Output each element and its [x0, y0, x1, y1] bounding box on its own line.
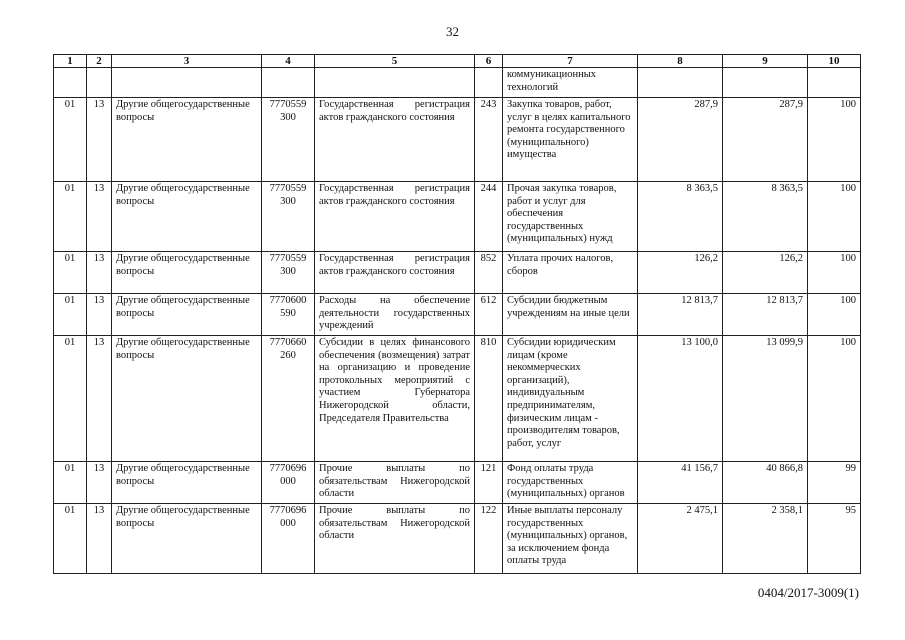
- cell-col8: 8 363,5: [638, 182, 723, 252]
- cell-col9: 40 866,8: [723, 462, 808, 504]
- cell-col2: 13: [87, 504, 112, 574]
- cell-col6: 612: [475, 294, 503, 336]
- cell-col1: 01: [54, 336, 87, 462]
- cell-col6: 121: [475, 462, 503, 504]
- cell-col10: [808, 68, 861, 98]
- cell-col3: [112, 68, 262, 98]
- cell-col8: [638, 68, 723, 98]
- column-header-4: 4: [262, 55, 315, 68]
- column-header-10: 10: [808, 55, 861, 68]
- cell-col3: Другие общегосударственные вопросы: [112, 462, 262, 504]
- table-row: [54, 252, 861, 294]
- cell-col7: Фонд оплаты труда государственных (муниципальных) органов: [503, 462, 638, 504]
- budget-table: [53, 54, 861, 574]
- cell-col6: 244: [475, 182, 503, 252]
- cell-col5: Государственная регистрация актов гражданского состояния: [315, 182, 475, 252]
- table-row: [54, 294, 861, 336]
- cell-col5: Расходы на обеспечение деятельности государственных учреждений: [315, 294, 475, 336]
- table-row: [54, 336, 861, 462]
- cell-col4: 7770696 000: [262, 462, 315, 504]
- cell-col10: 95: [808, 504, 861, 574]
- header-row: [54, 55, 861, 68]
- cell-col3: Другие общегосударственные вопросы: [112, 182, 262, 252]
- cell-col3: Другие общегосударственные вопросы: [112, 98, 262, 182]
- cell-col6: 810: [475, 336, 503, 462]
- cell-col1: 01: [54, 462, 87, 504]
- cell-col6: 243: [475, 98, 503, 182]
- cell-col10: 100: [808, 336, 861, 462]
- cell-col7: коммуникационных технологий: [503, 68, 638, 98]
- table-row: [54, 462, 861, 504]
- cell-col2: 13: [87, 462, 112, 504]
- cell-col8: 12 813,7: [638, 294, 723, 336]
- cell-col5: Субсидии в целях финансового обеспечения (возмещения) затрат на организацию и проведение протокольных мероприятий с участием Губернатора Нижегородской области, Председателя Правительства: [315, 336, 475, 462]
- cell-col2: 13: [87, 336, 112, 462]
- cell-col10: 99: [808, 462, 861, 504]
- table-row: [54, 98, 861, 182]
- cell-col5: Государственная регистрация актов гражданского состояния: [315, 252, 475, 294]
- cell-col1: 01: [54, 504, 87, 574]
- cell-col1: [54, 68, 87, 98]
- cell-col5: Прочие выплаты по обязательствам Нижегородской области: [315, 462, 475, 504]
- column-header-1: 1: [54, 55, 87, 68]
- column-header-6: 6: [475, 55, 503, 68]
- column-header-5: 5: [315, 55, 475, 68]
- cell-col7: Субсидии юридическим лицам (кроме некоммерческих организаций), индивидуальным предпринимателям, физическим лицам - производителям товаров, работ, услуг: [503, 336, 638, 462]
- cell-col4: 7770600 590: [262, 294, 315, 336]
- cell-col1: 01: [54, 182, 87, 252]
- cell-col5: [315, 68, 475, 98]
- cell-col8: 2 475,1: [638, 504, 723, 574]
- cell-col7: Уплата прочих налогов, сборов: [503, 252, 638, 294]
- cell-col6: 122: [475, 504, 503, 574]
- cell-col3: Другие общегосударственные вопросы: [112, 504, 262, 574]
- cell-col8: 287,9: [638, 98, 723, 182]
- cell-col4: [262, 68, 315, 98]
- continuation-row: [54, 68, 861, 98]
- cell-col10: 100: [808, 294, 861, 336]
- cell-col7: Субсидии бюджетным учреждениям на иные цели: [503, 294, 638, 336]
- cell-col5: Прочие выплаты по обязательствам Нижегородской области: [315, 504, 475, 574]
- cell-col10: 100: [808, 98, 861, 182]
- column-header-3: 3: [112, 55, 262, 68]
- cell-col9: 12 813,7: [723, 294, 808, 336]
- cell-col9: 2 358,1: [723, 504, 808, 574]
- cell-col9: 8 363,5: [723, 182, 808, 252]
- cell-col9: 13 099,9: [723, 336, 808, 462]
- cell-col2: 13: [87, 182, 112, 252]
- cell-col4: 7770559 300: [262, 252, 315, 294]
- cell-col6: [475, 68, 503, 98]
- cell-col6: 852: [475, 252, 503, 294]
- column-header-9: 9: [723, 55, 808, 68]
- cell-col1: 01: [54, 294, 87, 336]
- cell-col2: 13: [87, 98, 112, 182]
- cell-col7: Прочая закупка товаров, работ и услуг для обеспечения государственных (муниципальных) нужд: [503, 182, 638, 252]
- cell-col3: Другие общегосударственные вопросы: [112, 252, 262, 294]
- cell-col9: 287,9: [723, 98, 808, 182]
- cell-col2: [87, 68, 112, 98]
- cell-col8: 13 100,0: [638, 336, 723, 462]
- cell-col2: 13: [87, 294, 112, 336]
- cell-col9: 126,2: [723, 252, 808, 294]
- cell-col1: 01: [54, 252, 87, 294]
- cell-col4: 7770559 300: [262, 182, 315, 252]
- page-number: 32: [446, 24, 459, 39]
- cell-col5: Государственная регистрация актов гражданского состояния: [315, 98, 475, 182]
- column-header-7: 7: [503, 55, 638, 68]
- cell-col3: Другие общегосударственные вопросы: [112, 294, 262, 336]
- table-header: [54, 55, 861, 68]
- cell-col10: 100: [808, 252, 861, 294]
- cell-col10: 100: [808, 182, 861, 252]
- cell-col4: 7770696 000: [262, 504, 315, 574]
- column-header-2: 2: [87, 55, 112, 68]
- table-row: [54, 504, 861, 574]
- cell-col4: 7770660 260: [262, 336, 315, 462]
- cell-col7: Иные выплаты персоналу государственных (муниципальных) органов, за исключением фонда оплаты труда: [503, 504, 638, 574]
- cell-col2: 13: [87, 252, 112, 294]
- document-code: 0404/2017-3009(1): [757, 585, 859, 600]
- cell-col7: Закупка товаров, работ, услуг в целях капитального ремонта государственного (муниципального) имущества: [503, 98, 638, 182]
- table-body: [54, 68, 861, 574]
- cell-col4: 7770559 300: [262, 98, 315, 182]
- column-header-8: 8: [638, 55, 723, 68]
- cell-col1: 01: [54, 98, 87, 182]
- cell-col8: 41 156,7: [638, 462, 723, 504]
- table-row: [54, 182, 861, 252]
- cell-col9: [723, 68, 808, 98]
- cell-col8: 126,2: [638, 252, 723, 294]
- cell-col3: Другие общегосударственные вопросы: [112, 336, 262, 462]
